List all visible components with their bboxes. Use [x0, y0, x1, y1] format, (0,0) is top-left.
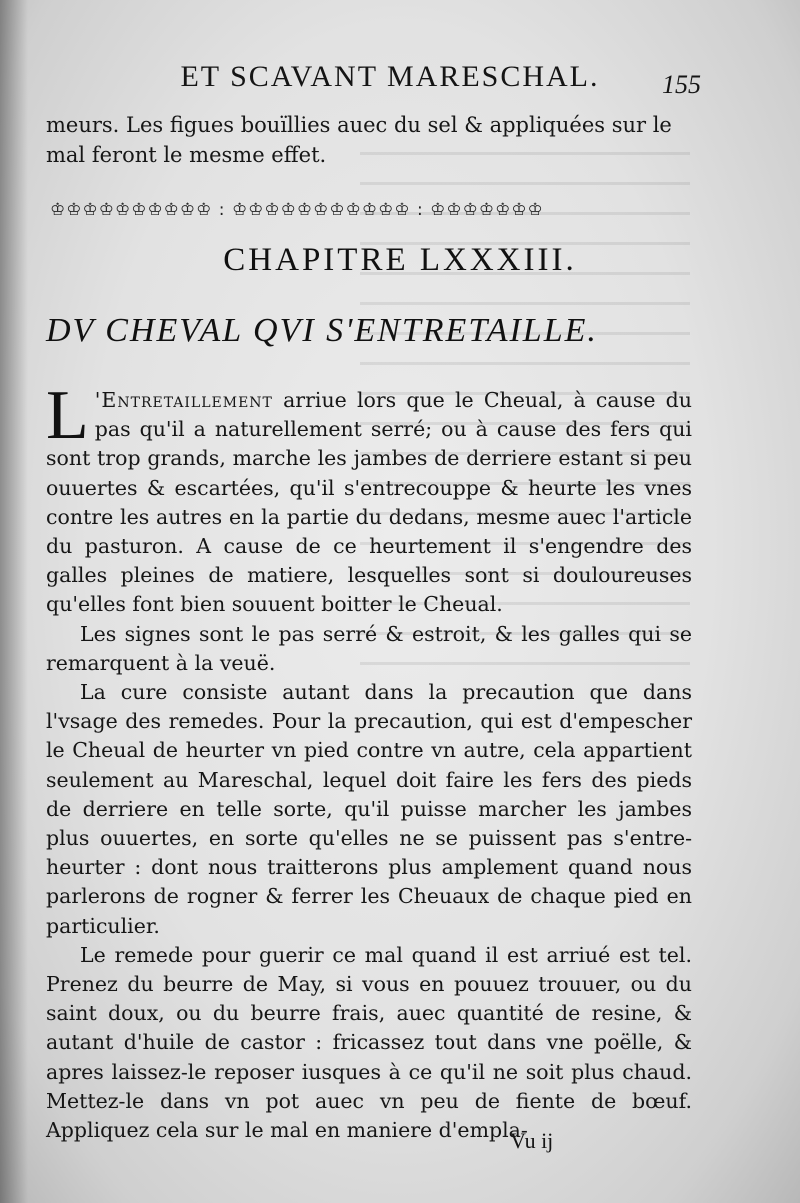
- paragraph: [46, 377, 692, 620]
- paragraph: Le remede pour guerir ce mal quand il est arriué est tel. Prenez du beurre de May, si vous en pouuez trouuer, ou du saint doux, ou du beurre frais, auec quantité de resine, & autant d'huile de castor : fricassez tout dans vne poëlle, & apres laissez-le reposer iusques à ce qu'il ne soit plus chaud. Mettez-le dans vn pot auec vn peu de fiente de bœuf. Appliquez cela sur le mal en maniere d'empla-: [46, 942, 692, 1143]
- chapter-subtitle: DV CHEVAL QVI S'ENTRETAILLE.: [46, 312, 598, 349]
- crown-ornament-divider: ♔♔♔♔♔♔♔♔♔♔ : ♔♔♔♔♔♔♔♔♔♔♔ : ♔♔♔♔♔♔♔: [50, 200, 544, 220]
- drop-cap: L: [46, 377, 89, 454]
- chapter-body: [46, 377, 692, 1145]
- lead-word: 'Entretaillement: [94, 388, 273, 412]
- page-number: 155: [662, 70, 701, 99]
- catchword: Vu ij: [510, 1128, 554, 1153]
- page-edge-shadow: [0, 0, 28, 1203]
- paragraph: La cure consiste autant dans la precaution que dans l'vsage des remedes. Pour la precaution, qui est d'empescher le Cheual de heurter vn pied contre vn autre, cela appartient seulement au Mareschal, lequel doit faire les fers des pieds de derriere en telle sorte, qu'il puisse marcher les jambes plus ouuertes, en sorte qu'elles ne se puissent pas s'entre-heurter : dont nous traitterons plus amplement quand nous parlerons de rogner & ferrer les Cheuaux de chaque pied en particulier.: [46, 680, 692, 938]
- carry-over-text: meurs. Les figues bouïllies auec du sel & appliquées sur le mal feront le mesme effet.: [46, 113, 672, 167]
- running-title: ET SCAVANT MARESCHAL.: [180, 60, 600, 93]
- chapter-title: CHAPITRE LXXXIII.: [223, 242, 577, 278]
- paragraph-text: arriue lors que le Cheual, à cause du pas qu'il a naturellement serré; ou à cause des fers qui sont trop grands, marche les jambes de derriere estant si peu ouuertes & escartées, qu'il s'entrecouppe & heurte les vnes contre les autres en la partie du dedans, mesme auec l'article du pasturon. A cause de ce heurtement il s'engendre des galles pleines de matiere, lesquelles sont si douloureuses qu'elles font bien souuent boitter le Cheual.: [46, 388, 692, 617]
- paragraph: Les signes sont le pas serré & estroit, & les galles qui se remarquent à la veuë.: [46, 621, 692, 675]
